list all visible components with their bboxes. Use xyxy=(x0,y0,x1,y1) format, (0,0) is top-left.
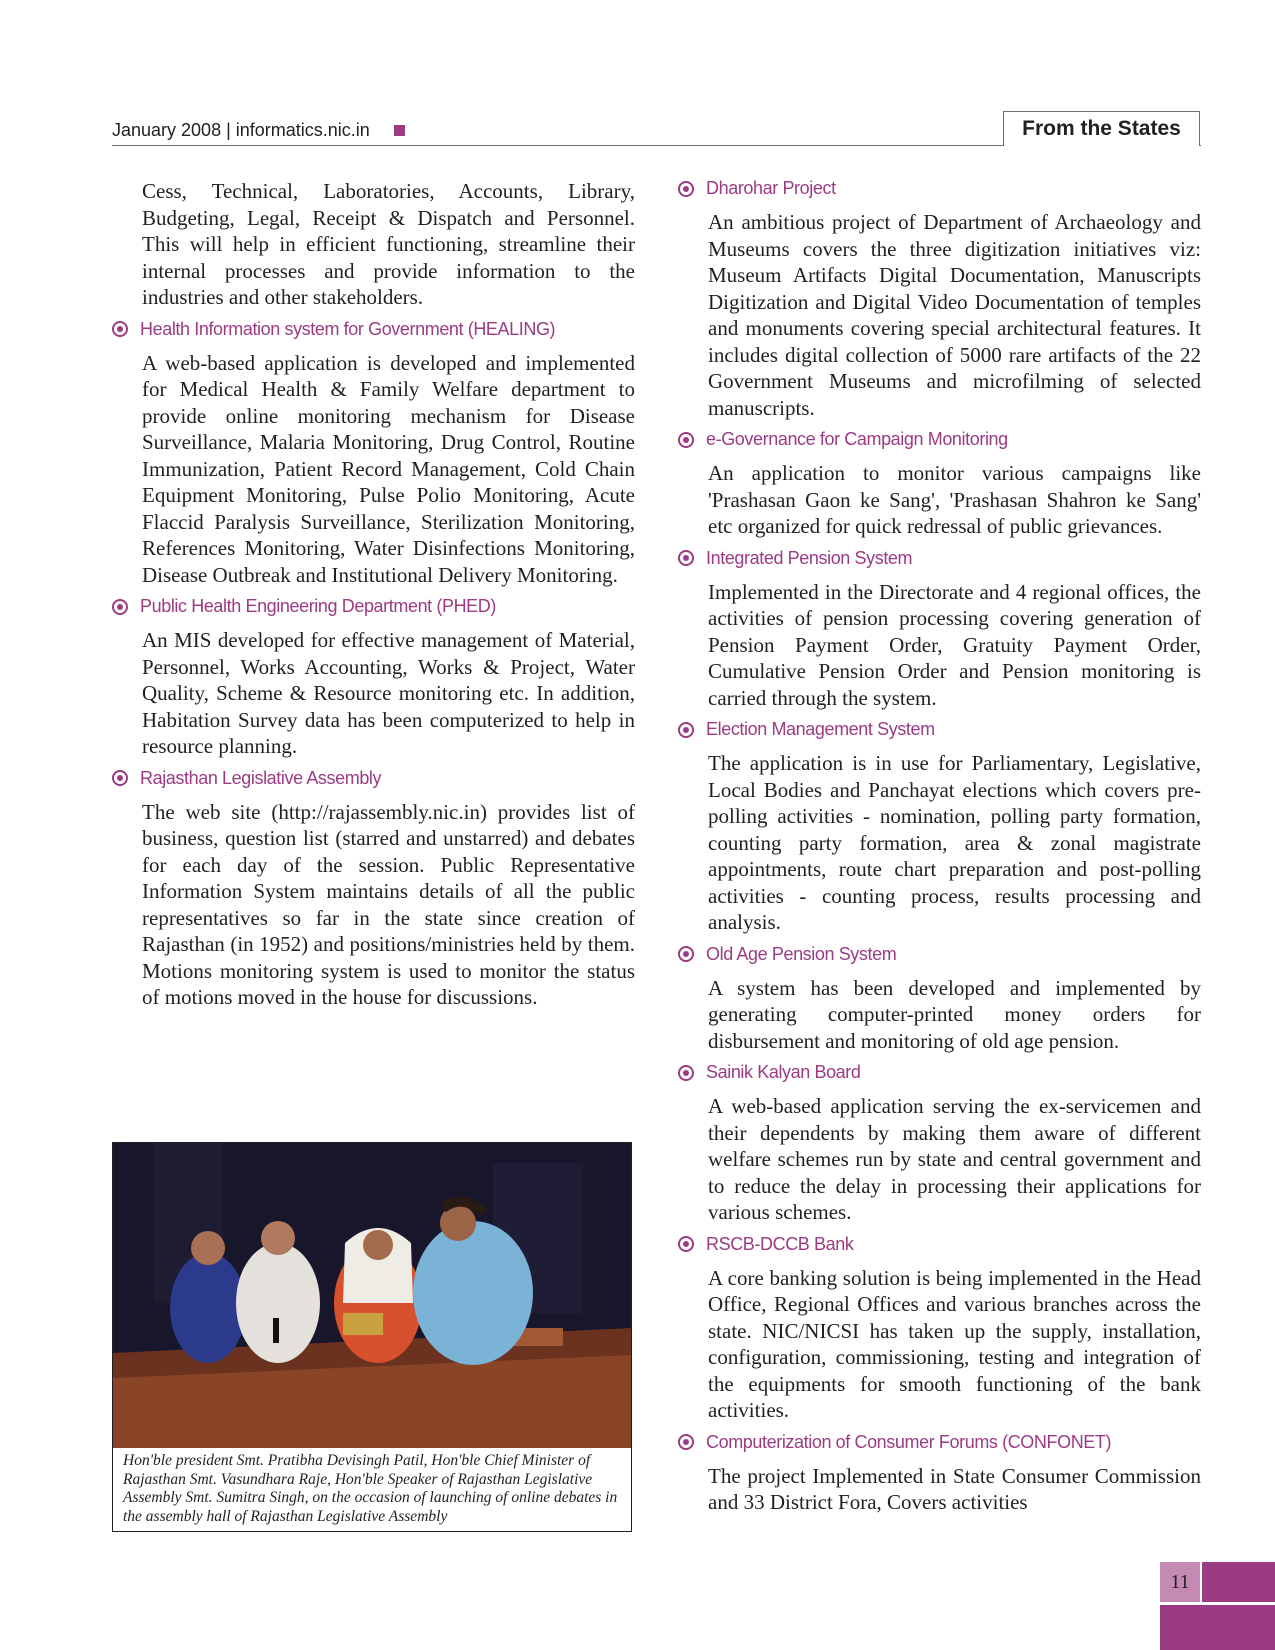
section-heading-text: Health Information system for Government (HEALING) xyxy=(140,318,556,339)
bullet-icon xyxy=(678,432,694,448)
bullet-icon xyxy=(112,599,128,615)
bullet-icon xyxy=(678,946,694,962)
section-heading xyxy=(112,768,635,789)
section-heading-text: RSCB-DCCB Bank xyxy=(706,1233,854,1254)
section-heading-text: Integrated Pension System xyxy=(706,547,913,568)
page-tab-decoration-lower xyxy=(1160,1605,1275,1650)
section-body: A system has been developed and implemented by generating computer-printed money orders for disbursement and monitoring of old age pension. xyxy=(708,975,1201,1053)
section-heading xyxy=(112,596,635,617)
section-heading xyxy=(678,548,1201,569)
section-heading-text: Sainik Kalyan Board xyxy=(706,1062,861,1082)
bullet-icon xyxy=(678,1065,694,1081)
section-heading-text: Election Management System xyxy=(706,719,935,739)
section-heading-text: Old Age Pension System xyxy=(706,943,897,964)
section-body: A core banking solution is being implemented in the Head Office, Regional Offices and various branches across the state. NIC/NICSI has taken up the supply, installation, configuration, commissioning, testing and integration of the equipments for smooth functioning of the bank activities. xyxy=(708,1265,1201,1422)
header-square-icon xyxy=(394,125,405,136)
bullet-icon xyxy=(678,722,694,738)
section-body: The web site (http://rajassembly.nic.in) provides list of business, question list (starred and unstarred) and debates for each day of the session. Public Representative Information System maintains details of all the public representatives so far in the state since creation of Rajasthan (in 1952) and positions/ministries held by them. Motions monitoring system is used to monitor the status of motions moved in the house for discussions. xyxy=(142,799,635,1009)
section-heading-text: Public Health Engineering Department (PHED) xyxy=(140,596,496,616)
page-number xyxy=(1160,1562,1200,1602)
bullet-icon xyxy=(112,321,128,337)
section-heading-text: e-Governance for Campaign Monitoring xyxy=(706,429,1008,449)
intro-paragraph: Cess, Technical, Laboratories, Accounts, Library, Budgeting, Legal, Receipt & Dispatch and Personnel. This will help in efficient functioning, streamline their internal processes and provide information to the industries and other stakeholders. xyxy=(142,179,635,309)
section-title-box xyxy=(1003,111,1200,146)
section-heading xyxy=(678,719,1201,740)
section-heading xyxy=(678,1234,1201,1255)
photo-figure xyxy=(112,1142,632,1532)
bullet-icon xyxy=(112,770,128,786)
section-title: From the States xyxy=(1022,117,1181,140)
bullet-icon xyxy=(678,550,694,566)
running-header xyxy=(112,120,405,141)
section-body: An MIS developed for effective management of Material, Personnel, Works Accounting, Works & Project, Water Quality, Scheme & Resource monitoring etc. In addition, Habitation Survey data has been computerized to help in resource planning. xyxy=(142,628,635,758)
section-heading-text: Computerization of Consumer Forums (CONFONET) xyxy=(706,1431,1112,1452)
right-column xyxy=(678,178,1201,1522)
header-date-site: January 2008 | informatics.nic.in xyxy=(112,120,370,140)
section-body: The project Implemented in State Consumer Commission and 33 District Fora, Covers activities xyxy=(708,1463,1201,1514)
photo-illustration xyxy=(113,1143,631,1448)
section-heading xyxy=(112,319,635,340)
section-body: A web-based application serving the ex-servicemen and their dependents by making them aware of different welfare schemes run by state and central government and to reduce the delay in processing their applications for various schemes. xyxy=(708,1094,1201,1224)
left-column xyxy=(112,178,635,1017)
section-heading-text: Dharohar Project xyxy=(706,178,836,198)
section-body: Implemented in the Directorate and 4 regional offices, the activities of pension processing covering generation of Pension Payment Order, Gratuity Payment Order, Cumulative Pension Order and Pension monitoring is carried through the system. xyxy=(708,579,1201,710)
section-body: An ambitious project of Department of Archaeology and Museums covers the three digitization initiatives viz: Museum Artifacts Digital Documentation, Manuscripts Digitization and Digital Video Documentation of temples and monuments covering special architectural features. It includes digital collection of 5000 rare artifacts of the 22 Government Museums and microfilming of selected manuscripts. xyxy=(708,210,1201,420)
section-body: A web-based application is developed and implemented for Medical Health & Family Welfare department to provide online monitoring mechanism for Disease Surveillance, Malaria Monitoring, Drug Control, Routine Immunization, Patient Record Management, Cold Chain Equipment Monitoring, Pulse Polio Monitoring, Acute Flaccid Paralysis Surveillance, Sterilization Monitoring, References Monitoring, Water Disinfections Monitoring, Disease Outbreak and Institutional Delivery Monitoring. xyxy=(142,350,635,587)
section-heading xyxy=(678,1062,1201,1083)
section-heading xyxy=(678,178,1201,199)
section-body: An application to monitor various campaigns like 'Prashasan Gaon ke Sang', 'Prashasan Shahron ke Sang' etc organized for quick redressal of public grievances. xyxy=(708,461,1201,538)
page-tab-decoration xyxy=(1202,1562,1275,1602)
section-heading xyxy=(678,1432,1201,1453)
section-body: The application is in use for Parliamentary, Legislative, Local Bodies and Panchayat elections which covers pre-polling activities - nomination, polling party formation, counting party formation, area & zonal magistrate appointments, route chart preparation and post-polling activities - counting process, results processing and analysis. xyxy=(708,751,1201,934)
bullet-icon xyxy=(678,1434,694,1450)
section-heading xyxy=(678,429,1201,450)
bullet-icon xyxy=(678,1236,694,1252)
bullet-icon xyxy=(678,181,694,197)
photo-caption: Hon'ble president Smt. Pratibha Devisingh Patil, Hon'ble Chief Minister of Rajasthan Smt. Vasundhara Raje, Hon'ble Speaker of Rajasthan Legislative Assembly Smt. Sumitra Singh, on the occasion of launching of online debates in the assembly hall of Rajasthan Legislative Assembly xyxy=(123,1452,618,1525)
event-photo xyxy=(113,1143,631,1448)
section-heading-text: Rajasthan Legislative Assembly xyxy=(140,767,382,788)
page-number-text: 11 xyxy=(1170,1570,1190,1593)
section-heading xyxy=(678,944,1201,965)
